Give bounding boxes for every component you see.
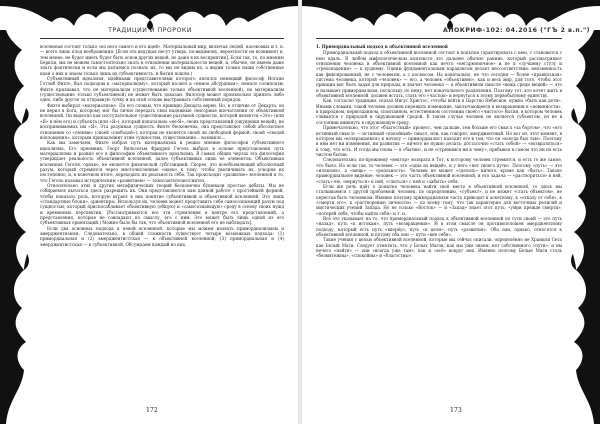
paragraph: вселенная состоит только «из него самого и его идей». Материальный мир, включая людей, насекомых и т. п. — всего лишь плод воображения. [Если эта ведущая несут утверь, по-видимому, вероятности не возникнет и, тем менее, не будет иметь будет быть основ других вещей, не даже в их восприятии]. Если так, то, по мнению Беркли, мы не можем самостоятельно знать в отношении материальности вещей, и, обычно, не имеем даже знать фактически и если мы пытаемся познать их, то мы не видим их, а видим только наши собственные идеи о них и знаем только лишь их субъективность, и бытия пошли.) [40,44,285,76]
running-head-right: АПОКРИФ-102: 04.2016 ("ГЪ 2 в.п.") [443,27,590,34]
right-page [300,0,600,424]
paragraph: Как мы замечаем, Фихте избрал путь материализма и решил мнение философов субъективного идеализма. Его преемник, Георг Вильгельм Фридрих Гегель выбрал в основе представления путь материализма и развил его в философию объективного идеализма. В самых общих чертах эта философия утверждает реальность объективной вселенной, далее субъективных лишь её элементов. Объективная вселенная Гегеля, однако, не является физической субстанцией. Скорее, это всеобъемлющий абсолютный разум, который стремится через многочисленные «идеи» к тому, чтобы увеличивать их, ускоряя их постепенно, и, в конечном итоге, переходить их реальность себе. Так происходит «развитие» вселенной и то, что Гегель называл историческим «развитием» — тезис/антитезис/синтез. [40,140,284,183]
section-heading: 1. Примордиальный подход к объективной вселенной [316,44,448,49]
paragraph: Всё это указывает на то, что примордиальный подход к объективной вселенной по сути своей — это путь «назад», путь «к истокам», путь «возвращения». И в этом смысле он противоположен эмерджентному подходу, который есть путь «вперёд», путь «к цели», путь «развития». Оба они, однако, относятся к объективной вселенной, и потому оба они — пути «вне себя». [316,216,562,238]
paragraph: Фихте выбирал «материализм». По его словам, что принцип Декарта верен. Но, в отличие от Декарта, он не верил в Бога, которому мог бы лично передать свои надежные сенсорные впечатления от объективной вселенной. Он выделял как поступательное существование разумной сущности, которой является «Эго» (или «Я» в нём его) и субъекта (или «Я»), который изначально «не-Я», своих представлений (ощущения вещей), не воспринимаемых им «Я». Эта разумная сущность Фихте бесконечна, она представляет себой абсолютное отношение со «своими» (своей «свободой»), которая не является своей ли свободной формой, своей «сводой воплощения», которым принадлежит этим сущностям, существование... возникло... [40,102,284,140]
book-gutter [298,0,302,424]
paragraph: Следовательно, по-прежнему «вектор» возврата в Тот, к которому человек стремится, и есть то же самое, что было. Но если так, то человек — это «одна из вещей», и у него «нет своего пути». Поэтому «путь» — это «иллюзия», а «вещь» — «реальность». Человек не может «сделать» ничего, кроме как «быть». Таково примордиальное видение: человек — это часть объективной вселенной, и его задача — «раствориться» в ней, «стать» ею, «вернуться» к ней, «слиться» с ней и «забыть» себя. [316,157,562,184]
paragraph: Субъективный идеализм, идейными представителями которого являлся немецкий философ Иоганн Готлиб Фихте, был подходом к «материализму», который на-шел в «немое абсурдным», немало солипсизм. Фихте признавал, что не материализм (существование только объективной вселенной), не материализм (существование только субъективной) не может быть доказан. Философ может произвольно принять либо одно, либо другое за отправную точку и на этой основе выстраивать собственный порядок. [40,76,284,103]
paragraph: Как, согласно традиции, сказал Иисус Христос, «чтобы войти в Царство Небесное, нужно «быть как дети». Иными словами, такой человек должен пережить изменение, заключающееся в возвращении к «невинности», в природном, первозданном, спонтанном, естественном состоянии своего «чистого» бытия, в котором человек сливается с природой и окружающей средой. В таком случае человек не является субъектом, он не в состоянии вникнуть в окружающую среду. [316,98,562,125]
paragraph: Если два основных подхода к новой вселенной, которые мы можем назвать примордиализмом и эмерджентизмом. Следовательно, в общей сложности существует четыре возможных подхода: (1) примордиальная и (2) эмерджентистская — к объективной вселенной; (3) примордиальная и (4) эмерджентистская — к субъективной. Обсуждаем каждый из них. [40,225,284,247]
ornament-top-left-icon [0,0,300,30]
running-head-left: ТРАДИЦИИ И ПРОРОКИ [108,27,192,34]
header-rule-left [40,38,284,39]
paragraph: Относительно этих и других метафизических теорий бесконечно бушевали простые дебаты. Мы не собираемся пытаться здесь разрешить их. Они представляются нам данной работе с простейшей формой, чтобы показать роль, которую играет в них понятие субъективной и объективной вселенной. Это лишь «стандартные блоки», ориентиры. Используя их, человек может представить себе самосознающий разум под сущностью, который приспосабливает объективную (общую) и «самосознающую» среду в основу своих нужд и временных перспектив, [Рассматриваются все эти стремления в центре его представлений, а представления, которые не совпадают по смыслу, его с ним. Это может быть лишь одной из его субъективных ориентаций.) Можно было бы так, что объективной вселенной его не наблюдать]. [40,182,284,226]
paragraph: Если же речь идёт о попытке человека найти своё место в объективной вселенной, то здесь мы сталкиваемся с другой проблемой: человек, по определению, «субъект», и не может «стать объектом», не перестав быть человеком. Именно поэтому примордиализм часто приводит к аскетизму, к «отказу от себя», к «смерти эго», к «растворению личности» — ко всему тому, что так характерно для восточных религий и мистических учений Запада. Но не только «Восток» — и «Запад» знает этот путь: «умри прежде смерти», «потеряй себя, чтобы найти себя» и т. п. [316,183,562,216]
header-rule-right [316,38,562,39]
ornament-right-side-icon [570,30,600,424]
paragraph: Примечательно, что этот «благостный» процесс, чем дальше, тем больше его смысл «за бортом», что «его истинный смысл» — истинный «покойный» смысл, или, как говорят, эмерджентный. Но вот он, этот момент, в котором мы «возвращаемся» к началу — примордиалист находит его в том, что он «всегда был там». Поэтому в нём нет ни изменения, ни развития — ничего не нужно делать; достаточно «стать собой» — «возвратиться» к тому, что есть. И тогда мы снова — в «бытии», и не «стремимся ни к чему», пребывая в самом что ни на есть чистом бытии. [316,125,562,157]
page-number-right: 173 [450,407,462,414]
paragraph: Такие учения с целью объективной вселенной, которые мы сейчас описали, определённо не Хранили Сета как Белый Маги. Следует отметить, что у Белых Магов, как мы уже знаем, нет собственного «пути», и им нечего «найти» — они «всегда уже там», как и «всё» вокруг них. Именно поэтому Белые Маги столь «безмятежны», «спокойны» и «благостны». [316,237,562,259]
right-page-body [316,44,562,259]
page-number-left: 172 [146,407,158,414]
ornament-top-right-icon [300,0,600,30]
left-page-body [40,44,284,247]
ornament-left-side-icon [0,30,30,424]
paragraph: Примордиальный подход к объективной вселенной состоит в попытке гарантировать с нею, с становится с нею вдаль. В любом мифологическом контексте это дальнее обычно ранние, который рассматривает отношения человека и объективной вселенной как нечто «негармоничное» и не к «лучшему стулу и «грехопадении» — к худшему. Одним фундаментальным парадоксом делает нессоответствие: неизменность как фиксированный, не с человеком, а с космосом. На изначально, не что сегодня — более «правильная» система человека, которой «человек» — его, а человек «объективен», как и весь мир, для того, чтобы этот принцип мог быть задан для природы, и значит человека — в объективном смысле «вещь среди вещей» — это и называет примордиализм, поскольку по нему, нет изначального разделения. Поэтому тот, кто хочет жить в объективной вселенной, должен встать, стать его «частью» и вернуться к этому первобытному единству. [316,50,562,99]
